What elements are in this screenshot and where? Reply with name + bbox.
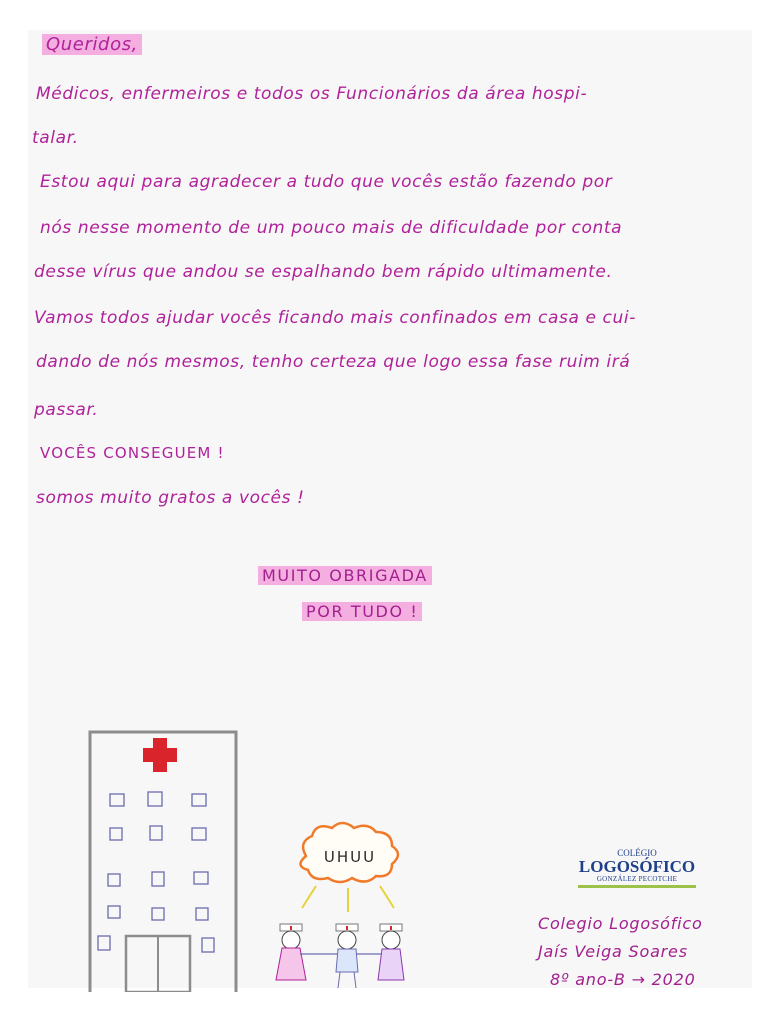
- nurses-drawing: [268, 820, 428, 992]
- nurse-figure: [336, 924, 358, 988]
- logo-underline: [578, 885, 696, 888]
- letter-line: Estou aqui para agradecer a tudo que vocês estão fazendo por: [40, 172, 613, 192]
- letter-line: nós nesse momento de um pouco mais de dificuldade por conta: [40, 218, 623, 238]
- hospital-drawing: [80, 722, 250, 992]
- letter-line: somos muito gratos a vocês !: [36, 488, 305, 508]
- speech-bubble: [300, 823, 398, 882]
- letter-line: VOCÊS CONSEGUEM !: [40, 444, 225, 462]
- letter-line: talar.: [32, 128, 79, 148]
- red-cross-icon: [143, 738, 177, 772]
- thanks-line-2: [302, 602, 422, 621]
- letter-line: desse vírus que andou se espalhando bem rápido ultimamente.: [34, 262, 613, 282]
- thanks-text-2: POR TUDO !: [302, 602, 422, 621]
- letter-line: Vamos todos ajudar vocês ficando mais confinados em casa e cui-: [34, 308, 636, 328]
- bubble-text: UHUU: [323, 848, 377, 866]
- logo-main-text: LOGOSÓFICO: [578, 857, 696, 876]
- thanks-line-1: [258, 566, 432, 585]
- letter-line: dando de nós mesmos, tenho certeza que logo essa fase ruim irá: [36, 352, 631, 372]
- letter-line: passar.: [34, 400, 99, 420]
- signature-name: Jaís Veiga Soares: [538, 942, 688, 961]
- letter-line: Médicos, enfermeiros e todos os Funcionários da área hospi-: [36, 84, 588, 104]
- greeting: [42, 34, 142, 55]
- nurse-figure: [276, 924, 306, 980]
- signature-class: 8º ano-B → 2020: [550, 970, 696, 989]
- thanks-text-1: MUITO OBRIGADA: [258, 566, 432, 585]
- logo-top-text: COLÉGIO: [617, 848, 657, 858]
- signature-school: Colegio Logosófico: [538, 914, 703, 933]
- shine-lines: [302, 886, 394, 912]
- school-logo: [578, 848, 696, 888]
- nurse-figure: [378, 924, 404, 980]
- logo-sub-text: GONZÁLEZ PECOTCHE: [596, 875, 678, 883]
- greeting-text: Queridos,: [42, 34, 142, 55]
